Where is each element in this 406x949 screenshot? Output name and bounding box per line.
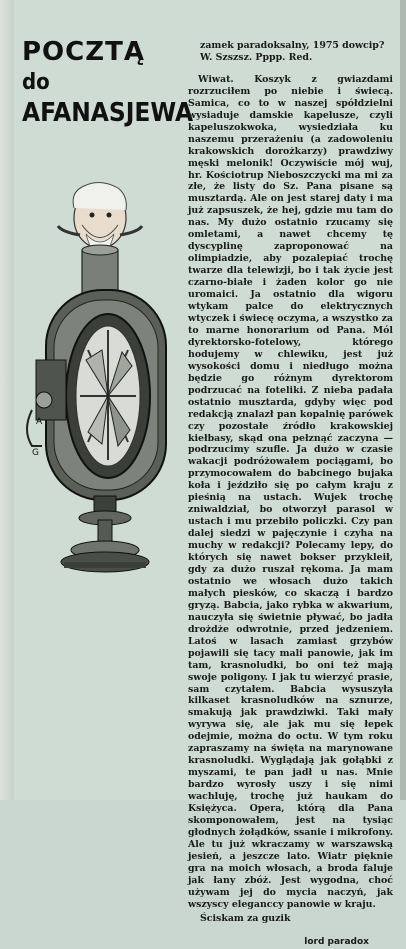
headline-prefix: do bbox=[22, 70, 50, 95]
svg-text:G: G bbox=[32, 448, 39, 458]
letter-body: Wiwat. Koszyk z gwiazdami rozrzuciłem po niebie i świecą. Samica, co to w naszej spółdzielni wysiaduje damskie kapelusze, czyli kapeluszokwoka, wysiedziała ku naszemu przerażeniu (a zadowoleniu krakowskich dorożkarzy) prawdziwy męski melonik! Oczywiście mój wuj, hr. Kościotrup Nieboszczycki ma mi za złe, że listy do Sz. Pana pisane są musztardą. Ale on jest starej daty i ma już zapsuszek, że hej, gdzie mu tam do nas. My dużo ostatnio rzucamy się omletami, a nawet chcemy tę dyscyplinę zaproponować na olimpiadzie, aby pozalepiać trochę twarze dla telewizji, bo i tak życie jest czarno-białe i żaden kolor go nie uromaici. Ja ostatnio dla wigoru wtykam palce do elektrycznych wtyczek i świecę oczyma, a wszystko za to marne honorarium od Pana. Mól dyrektorsko-fotelowy, którego hodujemy w chlewiku, jest już wysokości domu i niedługo można będzie go różnym dyrektorom podrzucać na foteliki. Z nieba padała ostatnio musztarda, gdyby więc pod redakcją znalazł pan kopalnię parówek czy pozostałe źródło krakowskiej kiełbasy, skąd ona pełznąć zaczyna — podrzucimy szufle. Ja dużo w czasie wakacji podróżowałem pociągami, bo przymocowałem do babcinego bujaka koła i jeździło się po całym kraju z pieśnią na ustach. Wujek trochę zniwaldział, bo otworzył parasol w ustach i mu przebiło policzki. Czy pan dalej siedzi w pajęczynie i czyha na muchy w redakcji? Polecamy lepy, do których się nawet bokser przykleił, gdy za dużo ruszał rękoma. Ja mam ostatnio we włosach dużo takich małych piesków, co skaczą i bardzo gryzą. Babcia, jako rybka w akwarium, nauczyła się świetnie pływać, bo jadła drożdże odwrotnie, przed jedzeniem. Latoś w lasach zamiast grzybów pojawili się tacy mali panowie, jak im tam, krasnoludki, bo oni też mają swoje poligony. I jak tu wierzyć prasie, sam czytałem. Babcia wysuszyła kilkaset krasnoludków na sznurze, smakują jak prawdziwki. Taki mały wyrywa się, ale jak mu się łepek odejmie, można do octu. W tym roku zapraszamy na święta na marynowane krasnoludki. Wyglądają jak gołąbki z myszami, te pan jadł u nas. Mnie bardzo wyrosły uszy i się nimi wachluję, trochę już haukam do Księżyca. Opera, którą dla Pana skomponowałem, jest na tysiąc głodnych żołądków, ssanie i mikrofony. Ale tu już wkraczamy w warszawską jesień, a jeszcze lato. Wiatr pięknie gra na moich włosach, a broda faluje jak łany zbóż. Jest wygodna, choć używam jej do mycia naczyń, jak wszyscy eleganccy panowie w kraju. bbox=[188, 73, 393, 910]
intro-line-2: W. Szszsz. Pppp. Red. bbox=[200, 51, 313, 63]
svg-text:A: A bbox=[36, 417, 43, 427]
letter-text-column bbox=[188, 40, 393, 949]
headline-line1: POCZTĄ bbox=[22, 37, 145, 67]
page-binding-strip bbox=[0, 0, 14, 800]
letter-closing: Ściskam za guzik bbox=[200, 912, 291, 924]
headline-name: AFANASJEWA bbox=[22, 98, 194, 128]
victorian-gentleman-head-on-machine-icon bbox=[22, 100, 172, 790]
intro-line-1: zamek paradoksalny, 1975 dowcip? bbox=[200, 40, 385, 51]
letter-signature: lord paradox bbox=[304, 936, 369, 947]
letter-intro bbox=[200, 40, 393, 64]
